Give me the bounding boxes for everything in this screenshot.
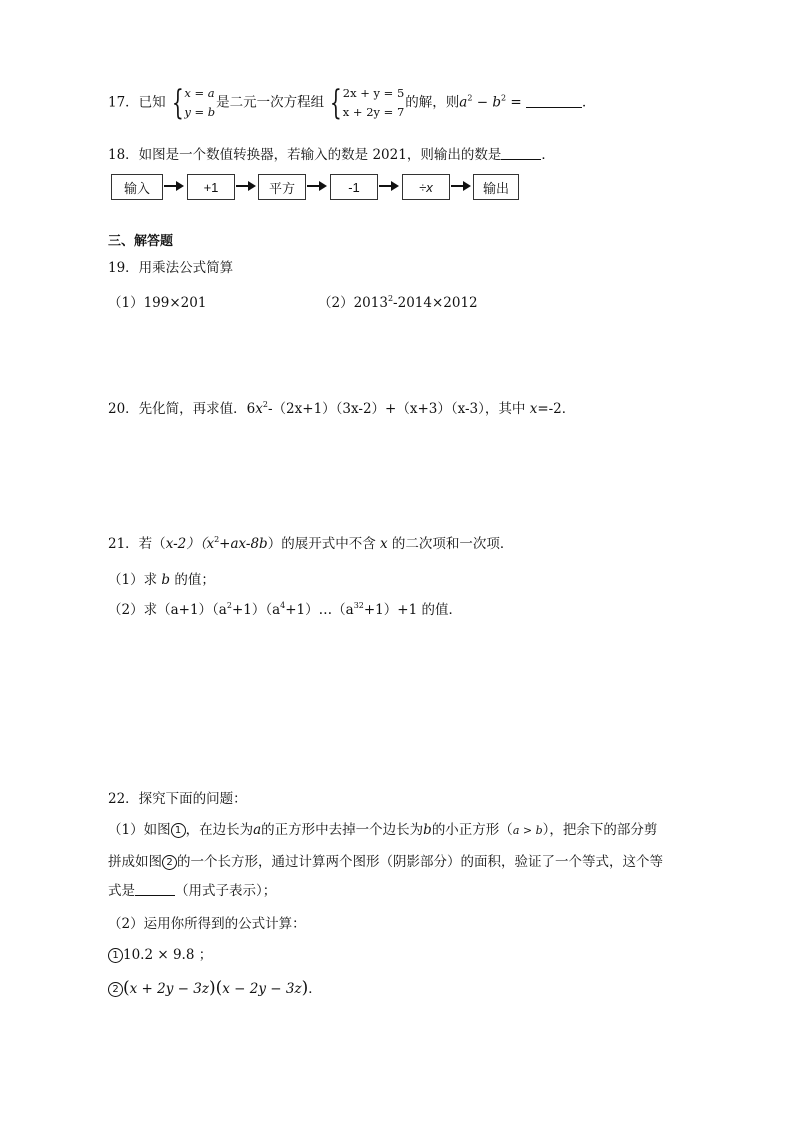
q17-expr-eq: = <box>506 94 526 111</box>
question-22-item-2: 2 (x + 2y − 3z)(x − 2y − 3z)． <box>108 977 322 998</box>
q18-text: 18．如图是一个数值转换器，若输入的数是 2021，则输出的数是 <box>108 147 502 163</box>
q17-expr-b: − b <box>472 94 501 111</box>
question-21-part-1: （1）求 b 的值； <box>108 572 215 588</box>
q17-number: 17．已知 <box>108 94 166 111</box>
flow-plus-one-box: +1 <box>187 174 235 200</box>
flow-arrow-3 <box>307 185 325 187</box>
circled-2-icon: 2 <box>108 982 123 997</box>
question-21: 21．若$(x-2)(x^2+ax-8b)$的展开式中不含 x 的二次项和一次项． <box>108 535 514 552</box>
question-22-line-1: （1）如图 1 ，在边长为a的正方形中去掉一个边长为b的小正方形（a > b），把余下的部分剪 <box>108 822 658 838</box>
question-19-part-1: （1）199×201 <box>108 295 207 311</box>
flow-arrow-2 <box>236 185 254 187</box>
question-22-line-4: （2）运用你所得到的公式计算： <box>108 916 306 932</box>
q22-answer-blank[interactable] <box>135 882 175 896</box>
flow-arrow-4 <box>379 185 397 187</box>
circled-1-icon: 1 <box>171 823 186 838</box>
question-19-part-2: $(2)2013^2-2014\times 2012$ <box>318 294 478 311</box>
q18-answer-blank[interactable] <box>501 146 541 160</box>
section-heading: 三、解答题 <box>108 234 174 249</box>
question-20: 20．先化简，再求值．$6x^2-(2x+1)(3x-2)+(x+3)(x-3)$，其中 x=-2． <box>108 400 576 417</box>
flow-divide-x-box: ÷x <box>402 174 450 200</box>
q17-answer-blank[interactable] <box>526 94 582 108</box>
flow-arrow-1 <box>164 185 182 187</box>
q17-end: ． <box>582 94 596 111</box>
flow-minus-one-box: -1 <box>330 174 378 200</box>
question-22-line-2: 拼成如图 2 的一个长方形，通过计算两个图形（阴影部分）的面积，验证了一个等式，这个等 <box>108 854 663 870</box>
flow-arrow-5 <box>451 185 469 187</box>
question-22-line-3: 式是 （用式子表示）； <box>108 883 277 899</box>
question-22-title: 22．探究下面的问题： <box>108 791 247 807</box>
question-21-part-2: （2）求$(a+1)(a^2+1)(a^4+1)\dots(a^{32}+1)+1$ 的值． <box>108 601 462 618</box>
question-18 <box>108 143 555 163</box>
q17-sys2-eq2: x + 2y = 7 <box>342 105 405 119</box>
q18-end: ． <box>541 147 555 163</box>
q17-system-1: { x = a y = b <box>171 83 216 123</box>
circled-1-icon: 1 <box>108 948 123 963</box>
flow-square-box: 平方 <box>258 174 306 200</box>
flow-input-box: 输入 <box>111 174 163 200</box>
circled-2-icon: 2 <box>162 855 177 870</box>
flow-output-box: 输出 <box>473 174 519 200</box>
q17-system-2: { 2x + y = 5 x + 2y = 7 <box>330 83 405 123</box>
question-17: 17．已知 { x = a y = b 是二元一次方程组 { 2x + y = 5 x + 2y = 7 的解，则$a^2 - b^2$ = ． <box>108 83 596 123</box>
q17-expr-a: a <box>459 94 468 111</box>
q17-sys1-eq2: y = b <box>184 105 216 119</box>
q17-tail-text: 的解，则 <box>405 94 460 111</box>
question-22-item-1: 1 10.2 × 9.8 ； <box>108 943 212 963</box>
question-19-title: 19．用乘法公式简算 <box>108 260 234 276</box>
q17-sys1-eq1: x = a <box>184 86 215 100</box>
q17-mid-text: 是二元一次方程组 <box>216 94 325 111</box>
q17-sys2-eq1: 2x + y = 5 <box>342 86 405 100</box>
